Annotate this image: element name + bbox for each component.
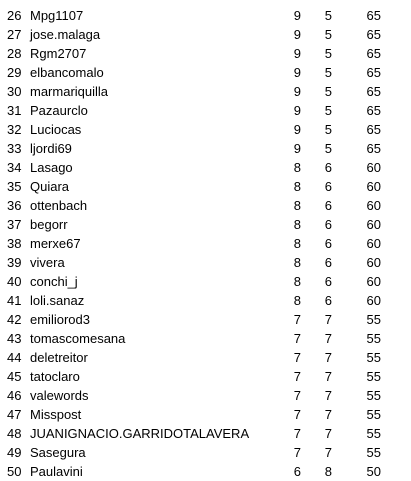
table-row (0, 44, 411, 63)
col1-cell: 8 (293, 236, 301, 251)
col2-cell: 5 (324, 84, 332, 99)
col1-cell: 9 (293, 103, 301, 118)
col3-cell: 60 (366, 198, 381, 213)
table-row (0, 310, 411, 329)
col3-cell: 60 (366, 160, 381, 175)
name-cell: tatoclaro (30, 369, 80, 384)
col1-cell: 9 (293, 27, 301, 42)
col2-cell: 6 (324, 236, 332, 251)
rank-cell: 36 (7, 198, 22, 213)
table-row (0, 234, 411, 253)
col1-cell: 8 (293, 255, 301, 270)
col2-cell: 8 (324, 464, 332, 479)
col1-cell: 8 (293, 217, 301, 232)
rank-cell: 47 (7, 407, 22, 422)
rank-cell: 49 (7, 445, 22, 460)
table-row (0, 63, 411, 82)
col3-cell: 65 (366, 122, 381, 137)
col2-cell: 6 (324, 274, 332, 289)
col1-cell: 7 (293, 369, 301, 384)
table-row (0, 215, 411, 234)
name-cell: Paulavini (30, 464, 83, 479)
name-cell: Lasago (30, 160, 73, 175)
rank-cell: 35 (7, 179, 22, 194)
col2-cell: 7 (324, 426, 332, 441)
col3-cell: 60 (366, 179, 381, 194)
col3-cell: 65 (366, 103, 381, 118)
col1-cell: 9 (293, 8, 301, 23)
name-cell: begorr (30, 217, 68, 232)
col3-cell: 60 (366, 274, 381, 289)
name-cell: elbancomalo (30, 65, 104, 80)
col1-cell: 9 (293, 141, 301, 156)
col2-cell: 6 (324, 160, 332, 175)
rank-cell: 46 (7, 388, 22, 403)
name-cell: merxe67 (30, 236, 81, 251)
col3-cell: 55 (366, 350, 381, 365)
rank-cell: 41 (7, 293, 22, 308)
table-row (0, 462, 411, 481)
table-row (0, 348, 411, 367)
col1-cell: 7 (293, 426, 301, 441)
col2-cell: 6 (324, 179, 332, 194)
rank-cell: 32 (7, 122, 22, 137)
table-row (0, 291, 411, 310)
name-cell: Rgm2707 (30, 46, 87, 61)
col2-cell: 7 (324, 312, 332, 327)
table-row (0, 329, 411, 348)
col3-cell: 65 (366, 8, 381, 23)
name-cell: Pazaurclo (30, 103, 88, 118)
rank-cell: 28 (7, 46, 22, 61)
table-row (0, 120, 411, 139)
col2-cell: 7 (324, 350, 332, 365)
rank-cell: 45 (7, 369, 22, 384)
table-row (0, 424, 411, 443)
rank-cell: 30 (7, 84, 22, 99)
rank-cell: 43 (7, 331, 22, 346)
name-cell: Luciocas (30, 122, 82, 137)
table-row (0, 101, 411, 120)
col3-cell: 60 (366, 293, 381, 308)
col2-cell: 5 (324, 65, 332, 80)
col2-cell: 5 (324, 122, 332, 137)
col3-cell: 55 (366, 312, 381, 327)
col3-cell: 55 (366, 426, 381, 441)
col1-cell: 7 (293, 445, 301, 460)
col2-cell: 7 (324, 445, 332, 460)
col2-cell: 5 (324, 103, 332, 118)
col1-cell: 8 (293, 198, 301, 213)
rank-cell: 37 (7, 217, 22, 232)
table-row (0, 405, 411, 424)
name-cell: deletreitor (30, 350, 88, 365)
col3-cell: 65 (366, 84, 381, 99)
col1-cell: 9 (293, 84, 301, 99)
col2-cell: 7 (324, 407, 332, 422)
col3-cell: 60 (366, 236, 381, 251)
col1-cell: 7 (293, 312, 301, 327)
rank-cell: 29 (7, 65, 22, 80)
col3-cell: 65 (366, 141, 381, 156)
rank-cell: 27 (7, 27, 22, 42)
name-cell: tomascomesana (30, 331, 126, 346)
name-cell: ljordi69 (30, 141, 72, 156)
rank-cell: 39 (7, 255, 22, 270)
col1-cell: 8 (293, 274, 301, 289)
col2-cell: 5 (324, 141, 332, 156)
table-row (0, 272, 411, 291)
col1-cell: 8 (293, 293, 301, 308)
col2-cell: 5 (324, 27, 332, 42)
name-cell: emiliorod3 (30, 312, 90, 327)
name-cell: Misspost (30, 407, 82, 422)
col1-cell: 7 (293, 407, 301, 422)
col3-cell: 60 (366, 217, 381, 232)
rank-cell: 50 (7, 464, 22, 479)
name-cell: marmariquilla (30, 84, 109, 99)
rank-cell: 33 (7, 141, 22, 156)
table-row (0, 25, 411, 44)
col3-cell: 65 (366, 27, 381, 42)
col1-cell: 8 (293, 160, 301, 175)
col1-cell: 7 (293, 331, 301, 346)
col2-cell: 7 (324, 388, 332, 403)
col3-cell: 65 (366, 65, 381, 80)
col3-cell: 55 (366, 445, 381, 460)
name-cell: valewords (30, 388, 89, 403)
col1-cell: 7 (293, 350, 301, 365)
name-cell: Quiara (30, 179, 70, 194)
table-row (0, 139, 411, 158)
name-cell: loli.sanaz (30, 293, 85, 308)
table-row (0, 443, 411, 462)
col2-cell: 5 (324, 46, 332, 61)
rank-cell: 48 (7, 426, 22, 441)
name-cell: conchi_j (30, 274, 78, 289)
col2-cell: 6 (324, 255, 332, 270)
col1-cell: 8 (293, 179, 301, 194)
rank-cell: 42 (7, 312, 22, 327)
col2-cell: 5 (324, 8, 332, 23)
col1-cell: 6 (293, 464, 301, 479)
col2-cell: 6 (324, 198, 332, 213)
table-row (0, 177, 411, 196)
col2-cell: 7 (324, 331, 332, 346)
rank-cell: 26 (7, 8, 22, 23)
table-row (0, 6, 411, 25)
table-row (0, 158, 411, 177)
table-row (0, 196, 411, 215)
name-cell: vivera (30, 255, 65, 270)
col2-cell: 6 (324, 293, 332, 308)
col1-cell: 9 (293, 122, 301, 137)
rank-cell: 40 (7, 274, 22, 289)
col2-cell: 7 (324, 369, 332, 384)
col1-cell: 7 (293, 388, 301, 403)
table-row (0, 367, 411, 386)
name-cell: Sasegura (30, 445, 86, 460)
col3-cell: 60 (366, 255, 381, 270)
name-cell: Mpg1107 (30, 8, 84, 23)
rank-cell: 38 (7, 236, 22, 251)
col3-cell: 50 (366, 464, 381, 479)
col3-cell: 55 (366, 388, 381, 403)
rank-cell: 44 (7, 350, 22, 365)
col3-cell: 55 (366, 407, 381, 422)
name-cell: ottenbach (30, 198, 88, 213)
table-row (0, 386, 411, 405)
table-row (0, 82, 411, 101)
name-cell: JUANIGNACIO.GARRIDOTALAVERA (30, 426, 250, 441)
col3-cell: 55 (366, 331, 381, 346)
col2-cell: 6 (324, 217, 332, 232)
name-cell: jose.malaga (30, 27, 101, 42)
col3-cell: 55 (366, 369, 381, 384)
table-row (0, 253, 411, 272)
col3-cell: 65 (366, 46, 381, 61)
rank-cell: 31 (7, 103, 22, 118)
col1-cell: 9 (293, 65, 301, 80)
col1-cell: 9 (293, 46, 301, 61)
rank-cell: 34 (7, 160, 22, 175)
